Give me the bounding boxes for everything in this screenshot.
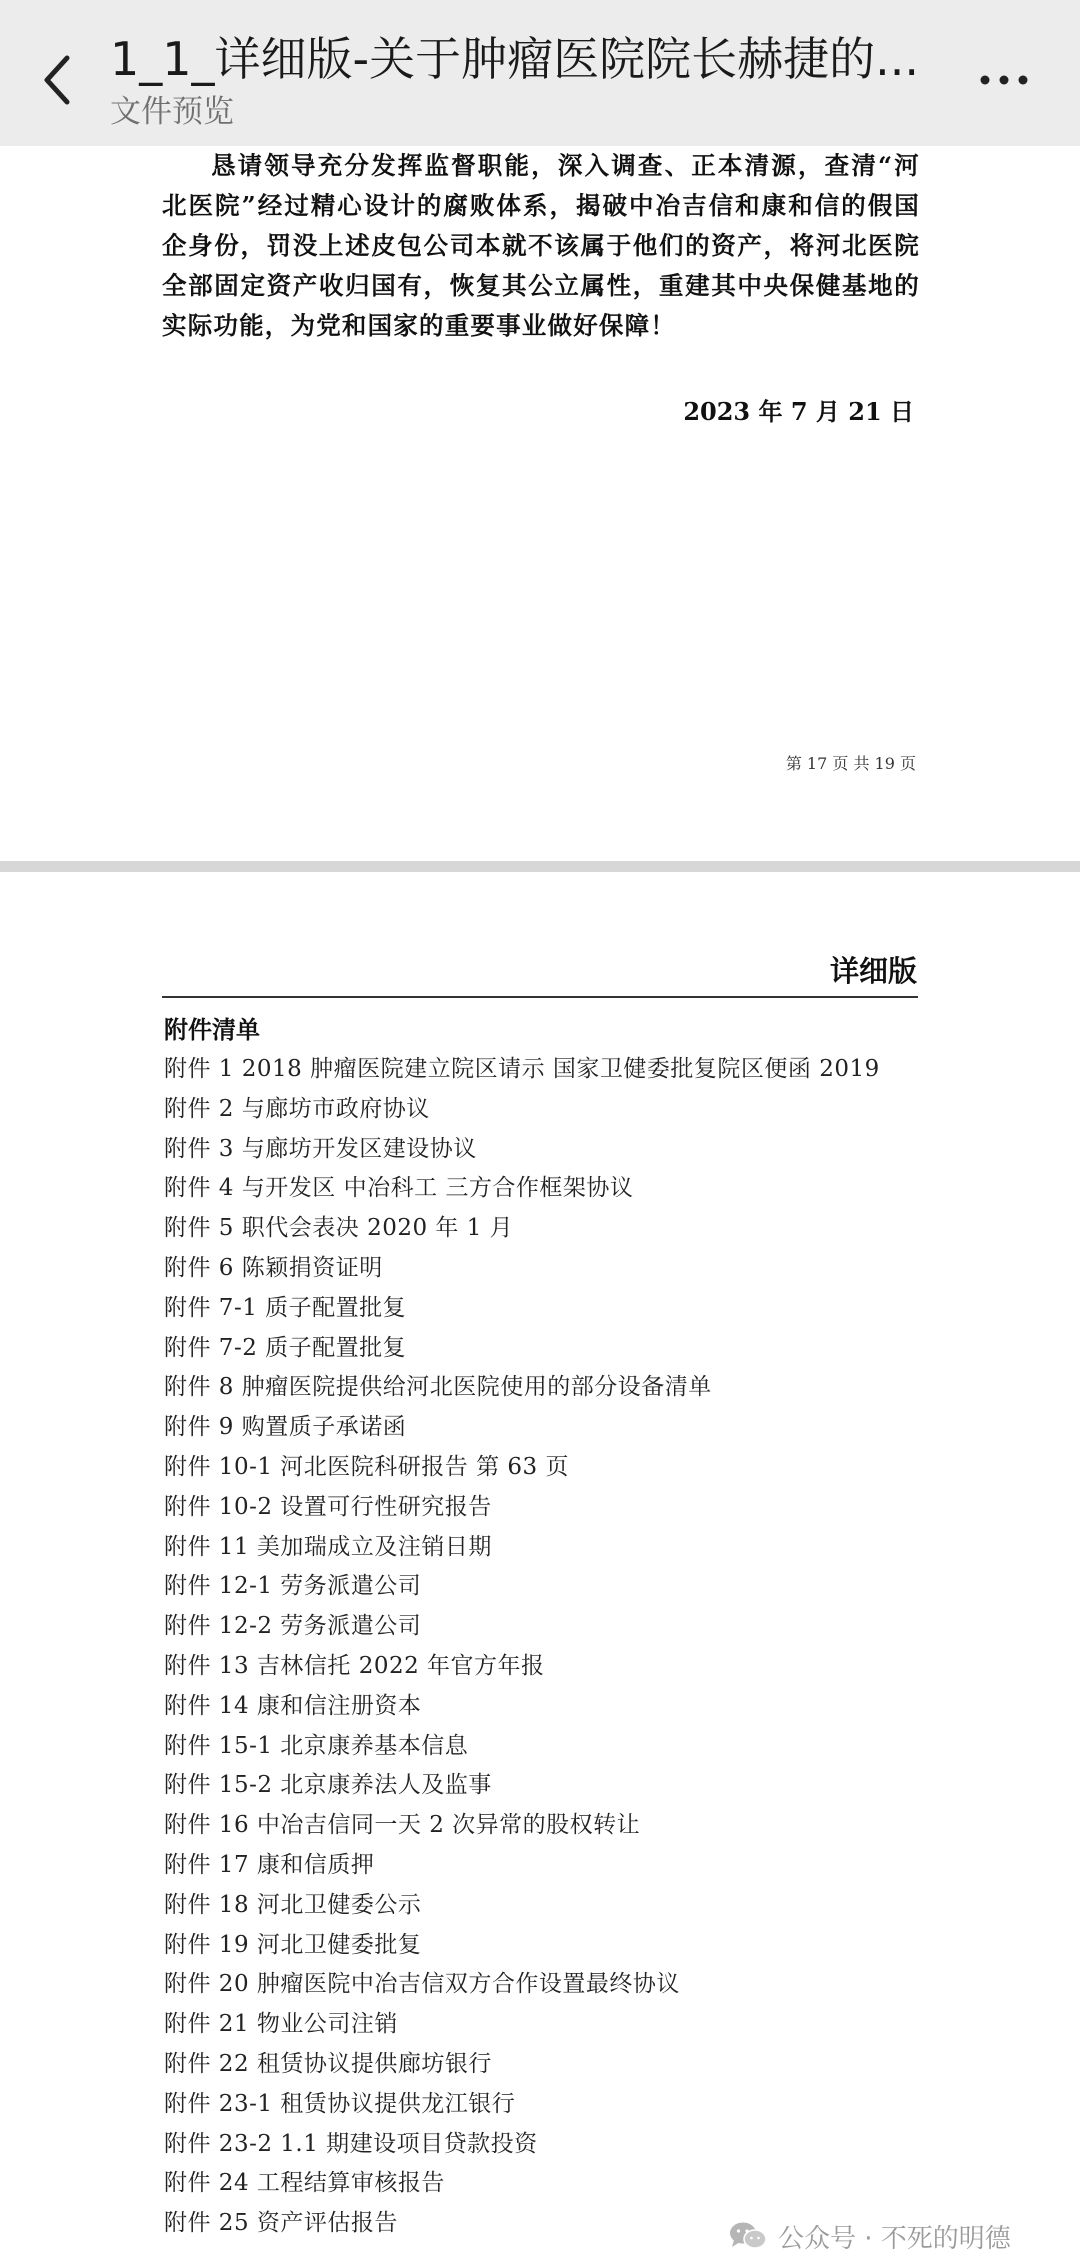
attachment-item: 附件 19 河北卫健委批复 [164, 1931, 422, 1958]
watermark [728, 2215, 1011, 2257]
attachment-item: 附件 11 美加瑞成立及注销日期 [164, 1533, 492, 1560]
attachment-item: 附件 8 肿瘤医院提供给河北医院使用的部分设备清单 [164, 1374, 712, 1401]
attachment-item: 附件 23-1 租赁协议提供龙江银行 [164, 2090, 516, 2117]
attachment-item: 附件 7-2 质子配置批复 [164, 1334, 407, 1361]
closing-paragraph: 恳请领导充分发挥监督职能，深入调查、正本清源，查清“河北医院”经过精心设计的腐败体系，揭破中冶吉信和康和信的假国企身份，罚没上述皮包公司本就不该属于他们的资产，将河北医院全部固定资产收归国有，恢复其公立属性，重建其中央保健基地的实际功能，为党和国家的重要事业做好保障！ [162, 151, 920, 340]
document-page-17 [0, 146, 1080, 861]
attachment-item: 附件 5 职代会表决 2020 年 1 月 [164, 1215, 514, 1242]
attachment-item: 附件 20 肿瘤医院中冶吉信双方合作设置最终协议 [164, 1971, 680, 1998]
page-separator [0, 861, 1080, 872]
version-label: 详细版 [829, 954, 917, 988]
attachment-item: 附件 24 工程结算审核报告 [164, 2170, 445, 2197]
attachment-item: 附件 25 资产评估报告 [164, 2210, 398, 2237]
attachment-item: 附件 2 与廊坊市政府协议 [164, 1095, 430, 1122]
attachment-item: 附件 3 与廊坊开发区建设协议 [164, 1135, 477, 1162]
attachment-item: 附件 15-2 北京康养法人及监事 [164, 1772, 492, 1799]
attachment-item: 附件 12-2 劳务派遣公司 [164, 1613, 422, 1640]
attachment-item: 附件 13 吉林信托 2022 年官方年报 [164, 1652, 545, 1679]
attachment-item: 附件 9 购置质子承诺函 [164, 1414, 407, 1441]
attachment-item: 附件 18 河北卫健委公示 [164, 1891, 422, 1918]
wechat-icon [728, 2220, 768, 2252]
page-number: 第 17 页 共 19 页 [785, 754, 916, 773]
attachment-item: 附件 10-2 设置可行性研究报告 [164, 1493, 492, 1520]
document-title: 1_1_详细版-关于肿瘤医院院长赫捷的... [110, 32, 919, 86]
chevron-left-icon [39, 52, 73, 108]
attachment-item: 附件 15-1 北京康养基本信息 [164, 1732, 469, 1759]
attachment-item: 附件 1 2018 肿瘤医院建立院区请示 国家卫健委批复院区便函 2019 [164, 1056, 880, 1082]
attachment-item: 附件 6 陈颖捐资证明 [164, 1254, 383, 1281]
attachment-item: 附件 12-1 劳务派遣公司 [164, 1573, 422, 1600]
more-dots-icon [979, 74, 1029, 86]
attachment-list [164, 1050, 880, 2244]
attachment-item: 附件 17 康和信质押 [164, 1851, 375, 1878]
attachment-item: 附件 23-2 1.1 期建设项目贷款投资 [164, 2130, 538, 2157]
attachment-item: 附件 14 康和信注册资本 [164, 1692, 422, 1719]
attachment-item: 附件 10-1 河北医院科研报告 第 63 页 [164, 1453, 569, 1480]
attachment-item: 附件 22 租赁协议提供廊坊银行 [164, 2050, 492, 2077]
more-button[interactable] [964, 44, 1044, 116]
attachment-item: 附件 4 与开发区 中冶科工 三方合作框架协议 [164, 1175, 634, 1202]
header-rule [162, 996, 918, 998]
document-page-18 [0, 872, 1080, 2261]
attachment-item: 附件 7-1 质子配置批复 [164, 1294, 407, 1321]
attachment-list-heading: 附件清单 [164, 1015, 260, 1044]
attachment-item: 附件 21 物业公司注销 [164, 2011, 398, 2038]
document-subtitle: 文件预览 [110, 94, 234, 130]
back-button[interactable] [20, 36, 92, 124]
app-bar [0, 0, 1080, 146]
attachment-item: 附件 16 中冶吉信同一天 2 次异常的股权转让 [164, 1812, 641, 1839]
watermark-text: 公众号 · 不死的明德 [778, 2223, 1011, 2254]
document-date: 2023 年 7 月 21 日 [683, 397, 914, 426]
